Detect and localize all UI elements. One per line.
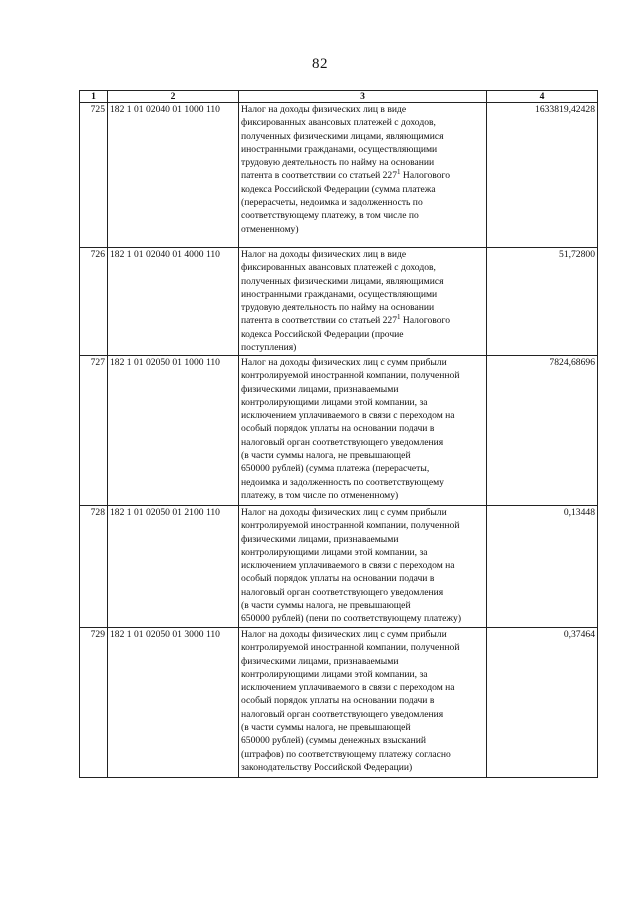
table-row [80,506,598,628]
page-number: 82 [312,56,328,72]
row-number: 728 [80,506,108,628]
row-number: 727 [80,356,108,506]
table-row [80,356,598,506]
budget-code: 182 1 01 02050 01 2100 110 [108,506,239,628]
budget-code: 182 1 01 02050 01 3000 110 [108,628,239,778]
row-description [239,248,487,356]
column-header-4: 4 [487,91,598,103]
table-row [80,248,598,356]
column-header-2: 2 [108,91,239,103]
row-number: 725 [80,103,108,248]
budget-code: 182 1 01 02050 01 1000 110 [108,356,239,506]
row-description: Налог на доходы физических лиц с сумм прибыли контролируемой иностранной компании, полученной физическими лицами, признаваемыми контролирующими лицами этой компании, за исключением уплачиваемого в связи с переходом на особый порядок уплаты на основании подачи в налоговый орган соответствующего уведомления (в части суммы налога, не превышающей 650000 рублей) (суммы денежных взысканий (штрафов) по соответствующему платежу согласно законодательству Российской Федерации) [239,628,487,778]
description-part: Налогового кодекса Российской Федерации (сумма платежа (перерасчеты, недоимка и задолженность по соответствующему платежу, в том числе по отмененному) [241,170,451,235]
column-header-3: 3 [239,91,487,103]
description-part: Налогового кодекса Российской Федерации (прочие поступления) [241,315,451,354]
budget-code: 182 1 01 02040 01 4000 110 [108,248,239,356]
row-description: Налог на доходы физических лиц с сумм прибыли контролируемой иностранной компании, полученной физическими лицами, признаваемыми контролирующими лицами этой компании, за исключением уплачиваемого в связи с переходом на особый порядок уплаты на основании подачи в налоговый орган соответствующего уведомления (в части суммы налога, не превышающей 650000 рублей) (пени по соответствующему платежу) [239,506,487,628]
row-description: Налог на доходы физических лиц с сумм прибыли контролируемой иностранной компании, полученной физическими лицами, признаваемыми контролирующими лицами этой компании, за исключением уплачиваемого в связи с переходом на особый порядок уплаты на основании подачи в налоговый орган соответствующего уведомления (в части суммы налога, не превышающей 650000 рублей) (сумма платежа (перерасчеты, недоимка и задолженность по соответствующему платежу, в том числе по отмененному) [239,356,487,506]
row-description [239,103,487,248]
row-amount: 1633819,42428 [487,103,598,248]
footnote-superscript: 1 [397,313,401,322]
column-header-1: 1 [80,91,108,103]
row-amount: 51,72800 [487,248,598,356]
footnote-superscript: 1 [397,168,401,177]
row-number: 729 [80,628,108,778]
row-amount: 0,37464 [487,628,598,778]
row-amount: 7824,68696 [487,356,598,506]
table-row [80,103,598,248]
description-part: Налог на доходы физических лиц в виде фиксированных авансовых платежей с доходов, полученных физическими лицами, являющимися иностранными гражданами, осуществляющими трудовую деятельность по найму на основании патента в соответствии со статьей 227 [241,249,444,327]
table-header-row [80,91,598,103]
row-amount: 0,13448 [487,506,598,628]
row-number: 726 [80,248,108,356]
budget-code: 182 1 01 02040 01 1000 110 [108,103,239,248]
table-row [80,628,598,778]
revenue-table [79,90,598,778]
description-part: Налог на доходы физических лиц в виде фиксированных авансовых платежей с доходов, полученных физическими лицами, являющимися иностранными гражданами, осуществляющими трудовую деятельность по найму на основании патента в соответствии со статьей 227 [241,104,444,182]
